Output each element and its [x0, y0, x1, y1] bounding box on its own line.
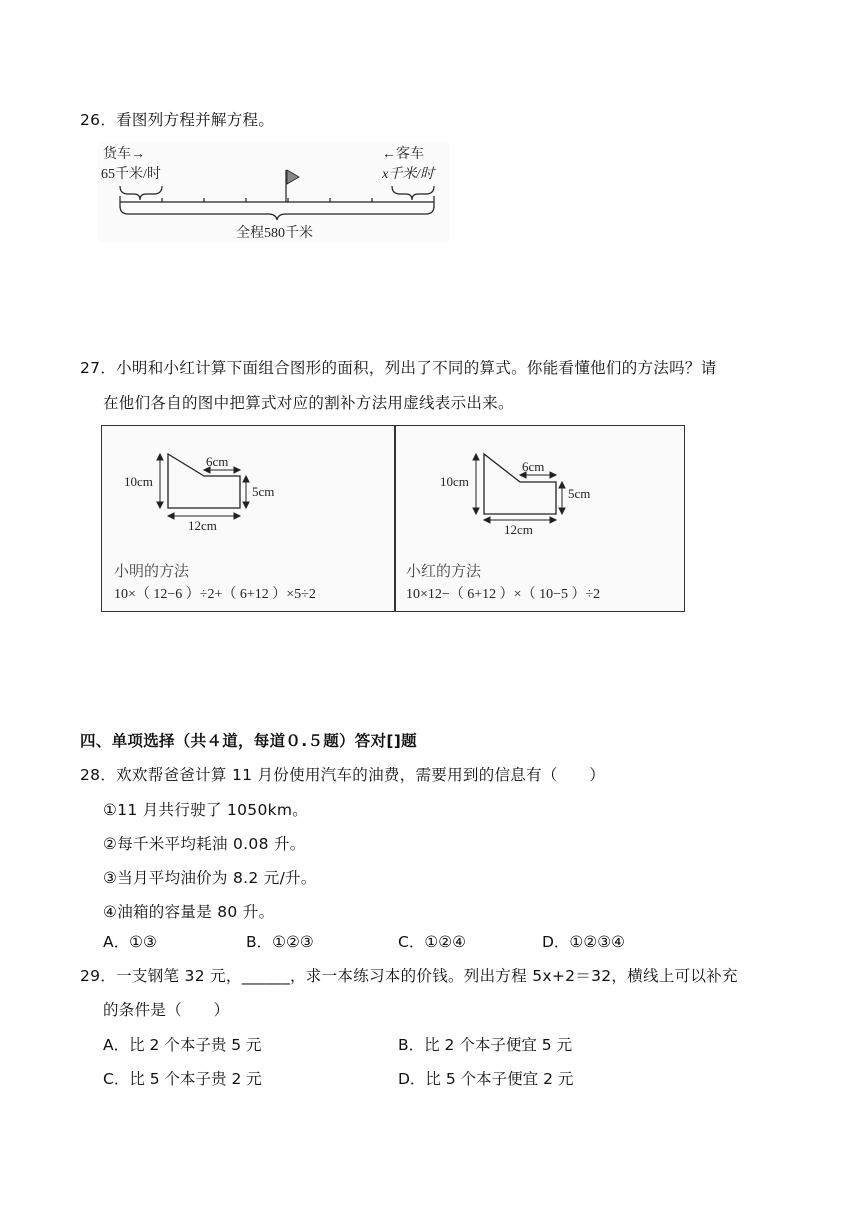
q27-dim-right-2: 5cm [568, 486, 591, 501]
q26-line-segment-figure [98, 142, 450, 242]
q27-method-title-1: 小明的方法 [114, 564, 190, 580]
question-27-line-1: 27．小明和小红计算下面组合图形的面积，列出了不同的算式。你能看懂他们的方法吗？请 [80, 359, 717, 377]
q28-option-d[interactable]: D．①②③④ [542, 933, 626, 951]
q27-dim-height-1: 10cm [124, 474, 153, 489]
q28-info-1: ①11 月共行驶了 1050km。 [103, 801, 309, 819]
question-29-line-2: 的条件是（ ） [103, 1001, 230, 1019]
q29-option-c[interactable]: C．比 5 个本子贵 2 元 [103, 1070, 262, 1088]
q28-option-b[interactable]: B．①②③ [246, 933, 314, 951]
q28-option-a[interactable]: A．①③ [103, 933, 157, 951]
q26-left-label-1: 货车→ [103, 147, 145, 162]
q27-panel-xiaohong [396, 426, 684, 611]
q27-dim-bottom-2: 12cm [504, 522, 533, 537]
q26-right-label-1: ←客车 [382, 147, 424, 162]
question-29-line-1: 29．一支钢笔 32 元，______，求一本练习本的价钱。列出方程 5x+2＝32，横线上可以补充 [80, 967, 738, 985]
q26-left-label-2: 65千米/时 [101, 167, 161, 182]
q27-formula-1: 10×（ 12−6 ）÷2+（ 6+12 ）×5÷2 [114, 587, 316, 602]
question-27-line-2: 在他们各自的图中把算式对应的割补方法用虚线表示出来。 [103, 394, 514, 412]
question-26-stem: 26．看图列方程并解方程。 [80, 111, 275, 129]
q27-figure-box [101, 425, 685, 612]
q27-method-title-2: 小红的方法 [406, 564, 482, 580]
q28-info-3: ③当月平均油价为 8.2 元/升。 [103, 869, 317, 887]
q26-right-label-2: x千米/时 [382, 167, 435, 182]
q27-dim-right-1: 5cm [252, 484, 275, 499]
question-28-stem: 28．欢欢帮爸爸计算 11 月份使用汽车的油费，需要用到的信息有（ ） [80, 766, 606, 784]
q27-dim-top-1: 6cm [206, 454, 229, 469]
q27-dim-height-2: 10cm [440, 474, 469, 489]
section-4-heading: 四、单项选择（共４道，每道０.５题）答对[]题 [80, 732, 417, 750]
q27-dim-top-2: 6cm [522, 459, 545, 474]
q29-option-b[interactable]: B．比 2 个本子便宜 5 元 [398, 1036, 573, 1054]
q29-option-a[interactable]: A．比 2 个本子贵 5 元 [103, 1036, 262, 1054]
q27-formula-2: 10×12−（ 6+12 ）×（ 10−5 ）÷2 [406, 587, 601, 602]
q26-total-label: 全程580千米 [236, 226, 313, 241]
q29-option-d[interactable]: D．比 5 个本子便宜 2 元 [398, 1070, 574, 1088]
q27-panel-xiaoming [102, 426, 394, 611]
q27-dim-bottom-1: 12cm [188, 518, 217, 533]
q28-info-4: ④油箱的容量是 80 升。 [103, 903, 275, 921]
q28-info-2: ②每千米平均耗油 0.08 升。 [103, 835, 306, 853]
q28-option-c[interactable]: C．①②④ [398, 933, 467, 951]
